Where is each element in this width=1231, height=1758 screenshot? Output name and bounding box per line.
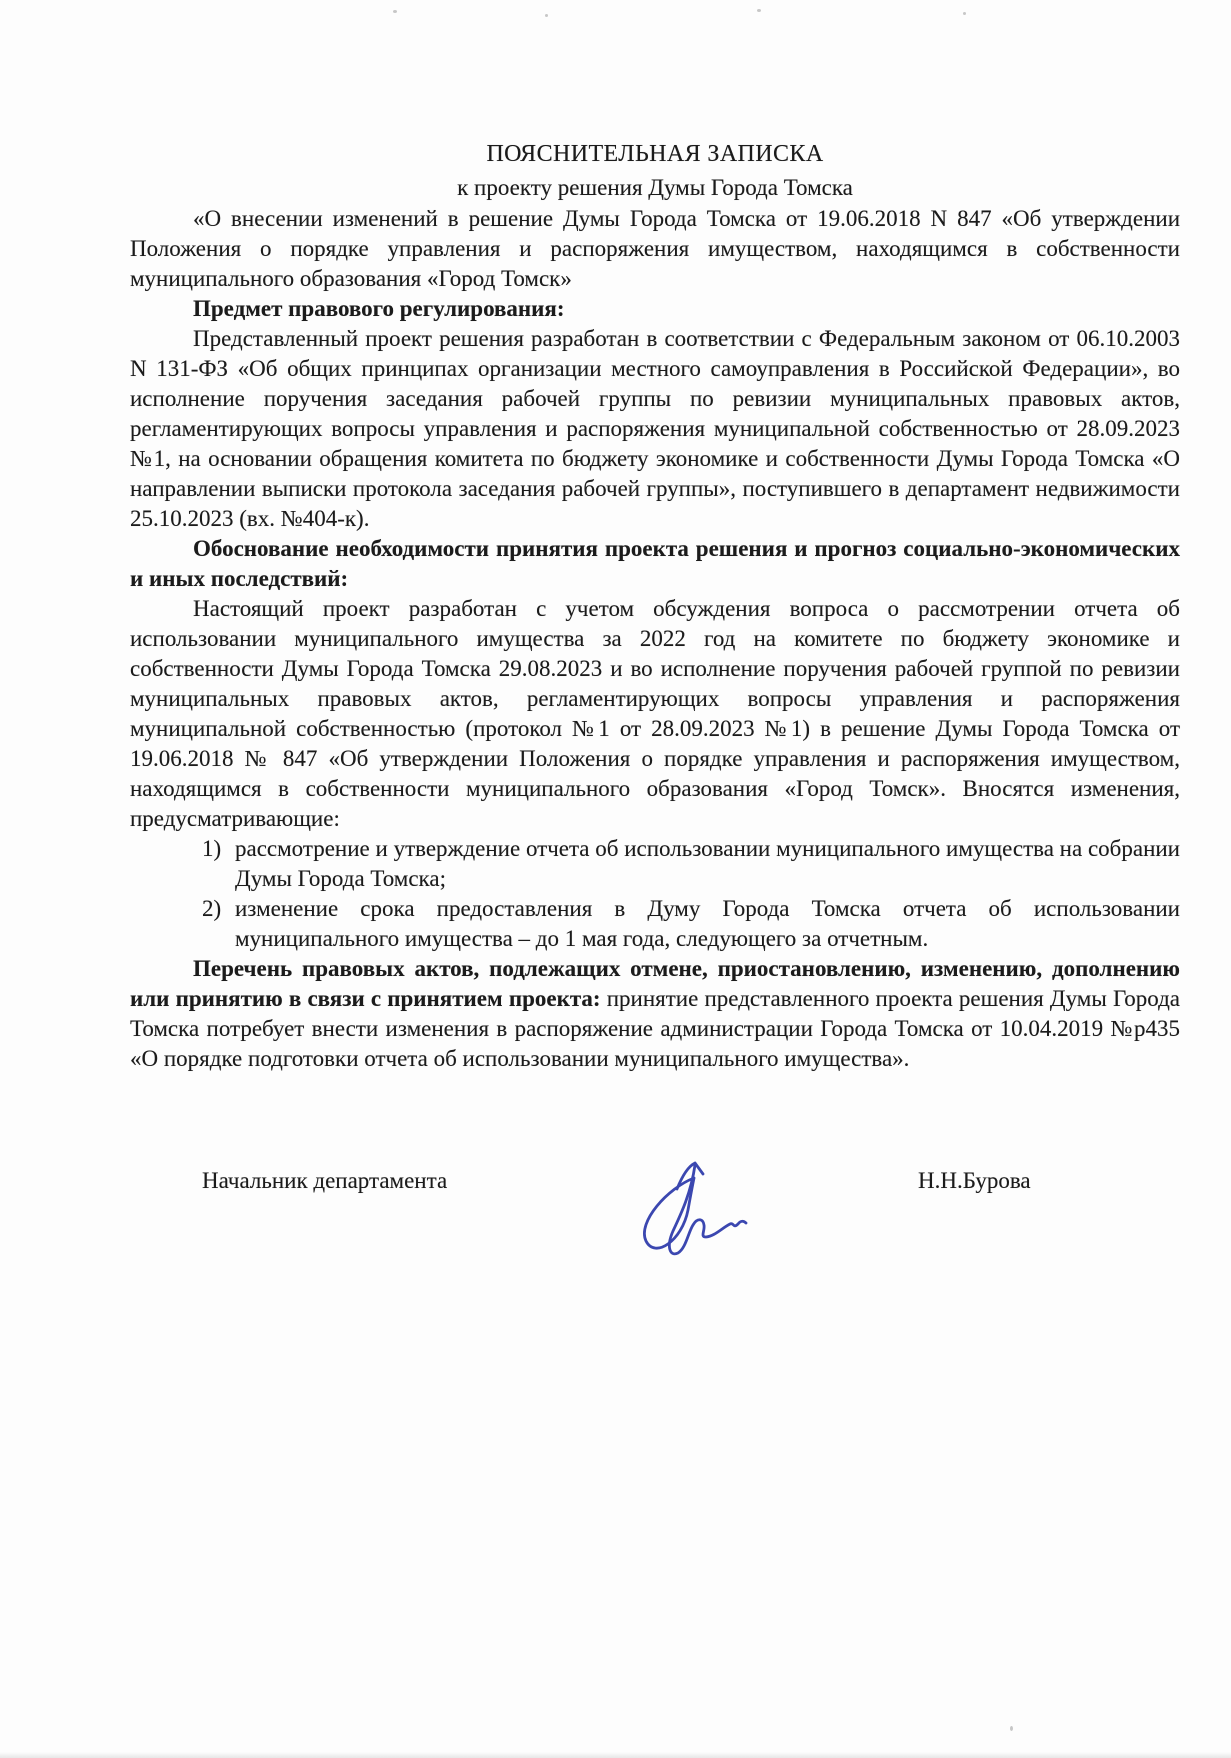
scan-bottom-edge-artifact <box>0 1752 1231 1758</box>
section-paragraph-acts <box>130 954 1180 1074</box>
list-item <box>130 894 1180 954</box>
section-lead-acts: Перечень правовых актов, подлежащих отмене, приостановлению, изменению, дополнению или принятию в связи с принятием проекта: <box>130 956 1180 1011</box>
list-item-marker: 2) <box>202 896 222 921</box>
list-item-text: рассмотрение и утверждение отчета об использовании муниципального имущества на собрании Думы Города Томска; <box>235 836 1180 891</box>
section-body-justification: Настоящий проект разработан с учетом обсуждения вопроса о рассмотрении отчета об использовании муниципального имущества за 2022 год на комитете по бюджету экономике и собственности Думы Города Томска 29.08.2023 и во исполнение поручения рабочей группой по ревизии муниципальных правовых актов, регламентирующих вопросы управления и распоряжения муниципальной собственностью (протокол №1 от 28.09.2023 №1) в решение Думы Города Томска от 19.06.2018 № 847 «Об утверждении Положения о порядке управления и распоряжения имуществом, находящимся в собственности муниципального образования «Город Томск». Вносятся изменения, предусматривающие: <box>130 596 1180 831</box>
signature-flourish-stroke <box>669 1163 746 1254</box>
list-item <box>130 834 1180 894</box>
handwritten-signature-ink <box>630 1158 750 1262</box>
section-body-acts: принятие представленного проекта решения Думы Города Томска потребует внести изменения в распоряжение администрации Города Томска от 10.04.2019 №р435 «О порядке подготовки отчета об использовании муниципального имущества». <box>130 986 1180 1071</box>
scan-noise-dot <box>963 12 966 15</box>
signatory-position: Начальник департамента <box>202 1168 448 1193</box>
scan-noise-dot <box>757 9 761 12</box>
signatory-name: Н.Н.Бурова <box>918 1168 1031 1193</box>
list-item-marker: 1) <box>202 836 222 861</box>
document-title: ПОЯСНИТЕЛЬНАЯ ЗАПИСКА <box>486 141 824 167</box>
document-content <box>130 0 1180 1198</box>
scan-noise-dot <box>393 10 397 13</box>
document-subtitle: к проекту решения Думы Города Томска <box>457 175 853 200</box>
list-item-text: изменение срока предоставления в Думу Города Томска отчета об использовании муниципального имущества – до 1 мая года, следующего за отчетным. <box>235 896 1180 951</box>
section-heading-justification: Обоснование необходимости принятия проекта решения и прогноз социально-экономических и иных последствий: <box>130 536 1180 591</box>
section-heading-subject: Предмет правового регулирования: <box>193 296 565 321</box>
intro-paragraph: «О внесении изменений в решение Думы Города Томска от 19.06.2018 N 847 «Об утверждении Положения о порядке управления и распоряжения имуществом, находящимся в собственности муниципального образования «Город Томск» <box>130 206 1180 291</box>
scan-noise-dot <box>1010 1726 1013 1731</box>
scan-noise-dot <box>545 14 548 17</box>
section-body-subject: Представленный проект решения разработан в соответствии с Федеральным законом от 06.10.2003 N 131-ФЗ «Об общих принципах организации местного самоуправления в Российской Федерации», во исполнение поручения заседания рабочей группы по ревизии муниципальных правовых актов, регламентирующих вопросы управления и распоряжения муниципальной собственностью от 28.09.2023 №1, на основании обращения комитета по бюджету экономике и собственности Думы Города Томска «О направлении выписки протокола заседания рабочей группы», поступившего в департамент недвижимости 25.10.2023 (вх. №404-к). <box>130 326 1180 531</box>
